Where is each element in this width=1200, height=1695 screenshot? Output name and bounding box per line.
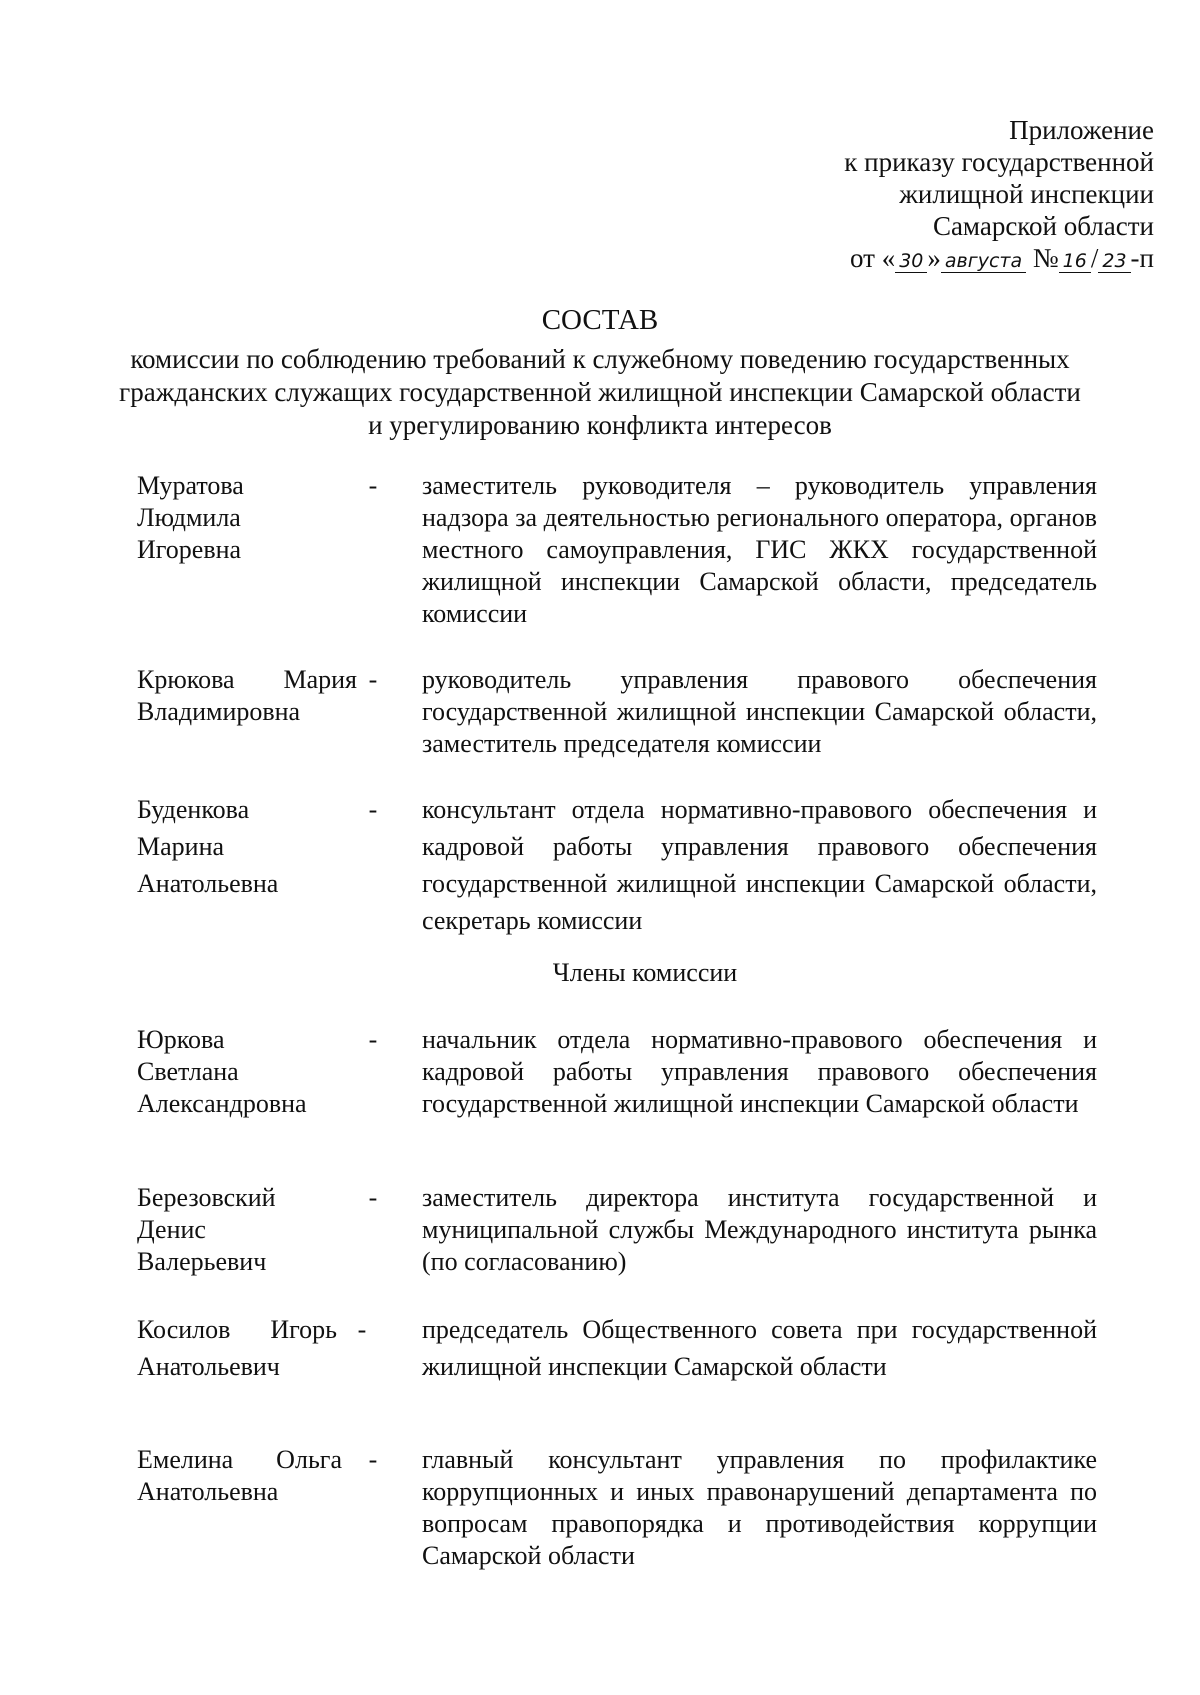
document-subtitle-line-2: гражданских служащих государственной жилищной инспекции Самарской области [119,377,1081,407]
member-description: заместитель директора института государственной и муниципальной службы Международного института рынка (по согласованию) [422,1183,1097,1276]
member-name: Косилов Игорь Анатольевич [137,1315,337,1381]
member-name: Березовский Денис Валерьевич [137,1183,276,1276]
member-dash: - [368,471,378,500]
member-name: Юркова Светлана Александровна [137,1025,307,1118]
member-dash: - [368,1445,378,1474]
member-description: председатель Общественного совета при государственной жилищной инспекции Самарской области [422,1315,1097,1381]
member-name: Буденкова Марина Анатольевна [137,795,279,898]
member-description: начальник отдела нормативно-правового обеспечения и кадровой работы управления правового обеспечения государственной жилищной инспекции Самарской области [422,1025,1097,1118]
appendix-date-line [844,242,1154,274]
member-dash: - [368,665,378,694]
member-name: Емелина Ольга Анатольевна [137,1445,342,1506]
document-subtitle-line-1: комиссии по соблюдению требований к служебному поведению государственных [130,344,1070,374]
member-dash: - [357,1315,367,1344]
member-dash: - [368,1183,378,1212]
appendix-line-4: Самарской области [932,211,1154,241]
number-year-handwritten: 23 [1098,250,1130,273]
appendix-block [844,114,1154,274]
date-day-handwritten: 30 [895,250,927,273]
date-prefix: от « [850,243,896,273]
member-description: консультант отдела нормативно-правового обеспечения и кадровой работы управления правового обеспечения государственной жилищной инспекции Самарской области, секретарь комиссии [422,795,1097,935]
members-heading: Члены комиссии [552,958,738,987]
date-month-handwritten: августа [941,250,1026,273]
appendix-line-3: жилищной инспекции [899,179,1154,209]
member-description: заместитель руководителя – руководитель управления надзора за деятельностью регионального оператора, органов местного самоуправления, ГИС ЖКХ государственной жилищной инспекции Самарской области, председатель комиссии [422,471,1097,628]
appendix-line-2: к приказу государственной [844,147,1154,177]
number-value-handwritten: 16 [1059,250,1091,273]
member-dash: - [368,1025,378,1054]
document-subtitle-line-3: и урегулированию конфликта интересов [368,410,832,440]
appendix-line-1: Приложение [1009,115,1154,145]
member-name: Муратова Людмила Игоревна [137,471,244,564]
number-separator: / [1090,243,1099,273]
number-prefix: № [1032,243,1059,273]
number-suffix: -п [1130,243,1154,273]
member-description: главный консультант управления по профилактике коррупционных и иных правонарушений департамента по вопросам правопорядка и противодействия коррупции Самарской области [422,1445,1097,1570]
date-mid: » [927,243,941,273]
document-title: СОСТАВ [541,304,659,336]
member-description: руководитель управления правового обеспечения государственной жилищной инспекции Самарской области, заместитель председателя комиссии [422,665,1097,758]
member-dash: - [368,795,378,824]
member-name: Крюкова Мария Владимировна [137,665,357,726]
document-title-block [0,304,1200,442]
